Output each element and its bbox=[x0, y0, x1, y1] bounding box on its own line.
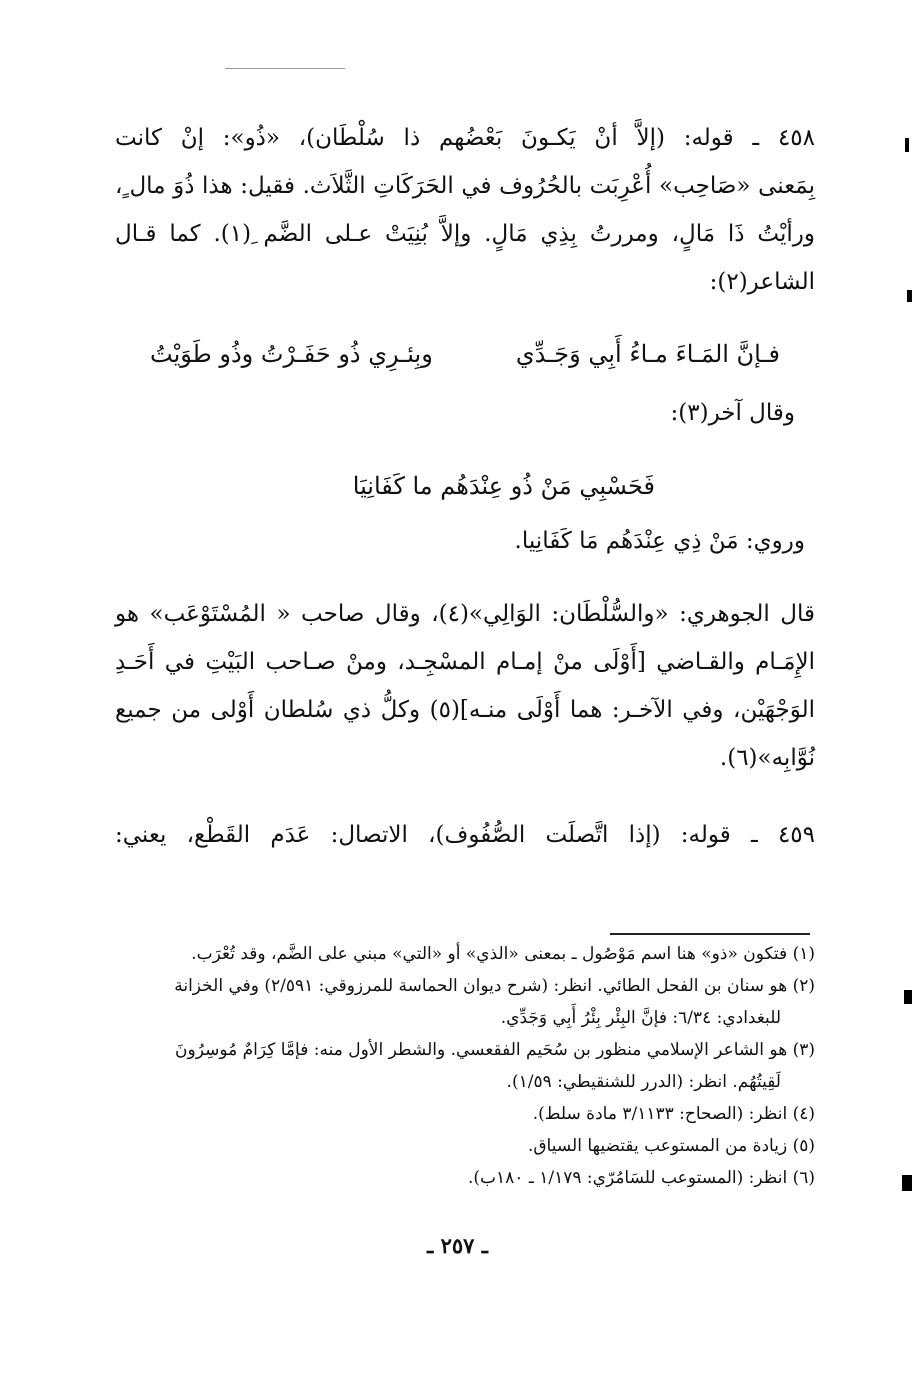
paragraph-line: ورأيْتُ ذَا مَالٍ، ومررتُ بِذِي مَالٍ. وإلاَّ بُنِيَتْ عـلى الضَّم ِ(١). كما قـال bbox=[115, 221, 815, 247]
paragraph-jawhari bbox=[115, 590, 815, 782]
paragraph-line: قال الجوهري: «والسُّلْطَان: الوَالِي»(٤)، وقال صاحب « المُسْتَوْعَب» هو bbox=[115, 601, 815, 627]
footnote-5: (٥) زيادة من المستوعب يقتضيها السياق. bbox=[527, 1136, 815, 1156]
scan-mark bbox=[904, 990, 912, 1004]
footnote-6: (٦) انظر: (المستوعب للسَامُرّي: ١/١٧٩ ـ ١٨٠ب). bbox=[467, 1168, 815, 1188]
footnote-2-continuation: للبغدادي: ٦/٣٤: فإنَّ البِئْر بِئْرُ أَبِي وَجَدِّي. bbox=[500, 1008, 781, 1028]
verse-first-hemistich: فـإنَّ المَـاءَ مـاءُ أَبِي وَجَـدِّي bbox=[515, 340, 780, 368]
paragraph-458 bbox=[115, 114, 815, 306]
paragraph-line: بِمَعنى «صَاحِب» أُعْرِبَت بالحُرُوف في الحَرَكَاتِ الثَّلاَث. فقيل: هذا ذُوَ مال ٍ، bbox=[115, 173, 815, 199]
paragraph-line: الشاعر(٢): bbox=[709, 269, 815, 295]
variant-reading: وروي: مَنْ ذِي عِنْدَهُم مَا كَفَانِيا. bbox=[514, 528, 805, 554]
verse-intro: وقال آخر(٣): bbox=[670, 400, 795, 426]
scan-mark bbox=[902, 1175, 912, 1191]
verse-line: فَحَسْبِي مَنْ ذُو عِنْدَهُم ما كَفَانِيَا bbox=[352, 472, 655, 500]
scan-noise bbox=[225, 68, 345, 69]
verse-couplet bbox=[150, 334, 780, 374]
footnote-separator bbox=[610, 933, 810, 935]
footnote-1: (١) فتكون «ذو» هنا اسم مَوْصُول ـ بمعنى «الذي» أو «التي» مبني على الضَّم، وقد تُعْرَب. bbox=[191, 944, 815, 964]
footnote-4: (٤) انظر: (الصحاح: ٣/١١٣٣ مادة سلط). bbox=[532, 1104, 815, 1124]
paragraph-line: الإِمَـام والقـاضي [أَوْلَى منْ إمـام المسْجِـد، ومنْ صـاحب البَيْتِ في أَحَـدِ bbox=[115, 649, 815, 675]
paragraph-line: الوَجْهَيْن، وفي الآخـر: هما أَوْلَى منـه](٥) وكلُّ ذي سُلطان أَوْلى من جميع bbox=[115, 697, 815, 723]
paragraph-line: ٤٥٨ ـ قوله: (إلاَّ أنْ يَكـونَ بَعْضُهم ذا سُلْطَان)، «ذُو»: إنْ كانت bbox=[115, 125, 815, 151]
verse-second-hemistich: وبِئـرِي ذُو حَفَـرْتُ وذُو طَوَيْتُ bbox=[150, 340, 433, 368]
footnote-3: (٣) هو الشاعر الإسلامي منظور بن سُحَيم الفقعسي. والشطر الأول منه: فإمَّا كِرَامٌ مُوسِرُونَ bbox=[175, 1040, 815, 1060]
scan-mark bbox=[905, 138, 909, 152]
scan-mark bbox=[907, 290, 912, 302]
page-number: ـ ٢٥٧ ـ bbox=[427, 1233, 488, 1258]
footnotes bbox=[105, 938, 815, 1194]
footnote-3-continuation: لَقِيتُهُم. انظر: (الدرر للشنقيطي: ١/٥٩). bbox=[506, 1072, 781, 1092]
paragraph-line: نُوَّابِه»(٦). bbox=[719, 745, 815, 771]
paragraph-459: ٤٥٩ ـ قوله: (إذا اتَّصلَت الصُّفُوف)، الاتصال: عَدَم القَطْع، يعني: bbox=[115, 822, 815, 848]
footnote-2: (٢) هو سنان بن الفحل الطائي. انظر: (شرح ديوان الحماسة للمرزوقي: ٢/٥٩١) وفي الخزانة bbox=[174, 976, 815, 996]
